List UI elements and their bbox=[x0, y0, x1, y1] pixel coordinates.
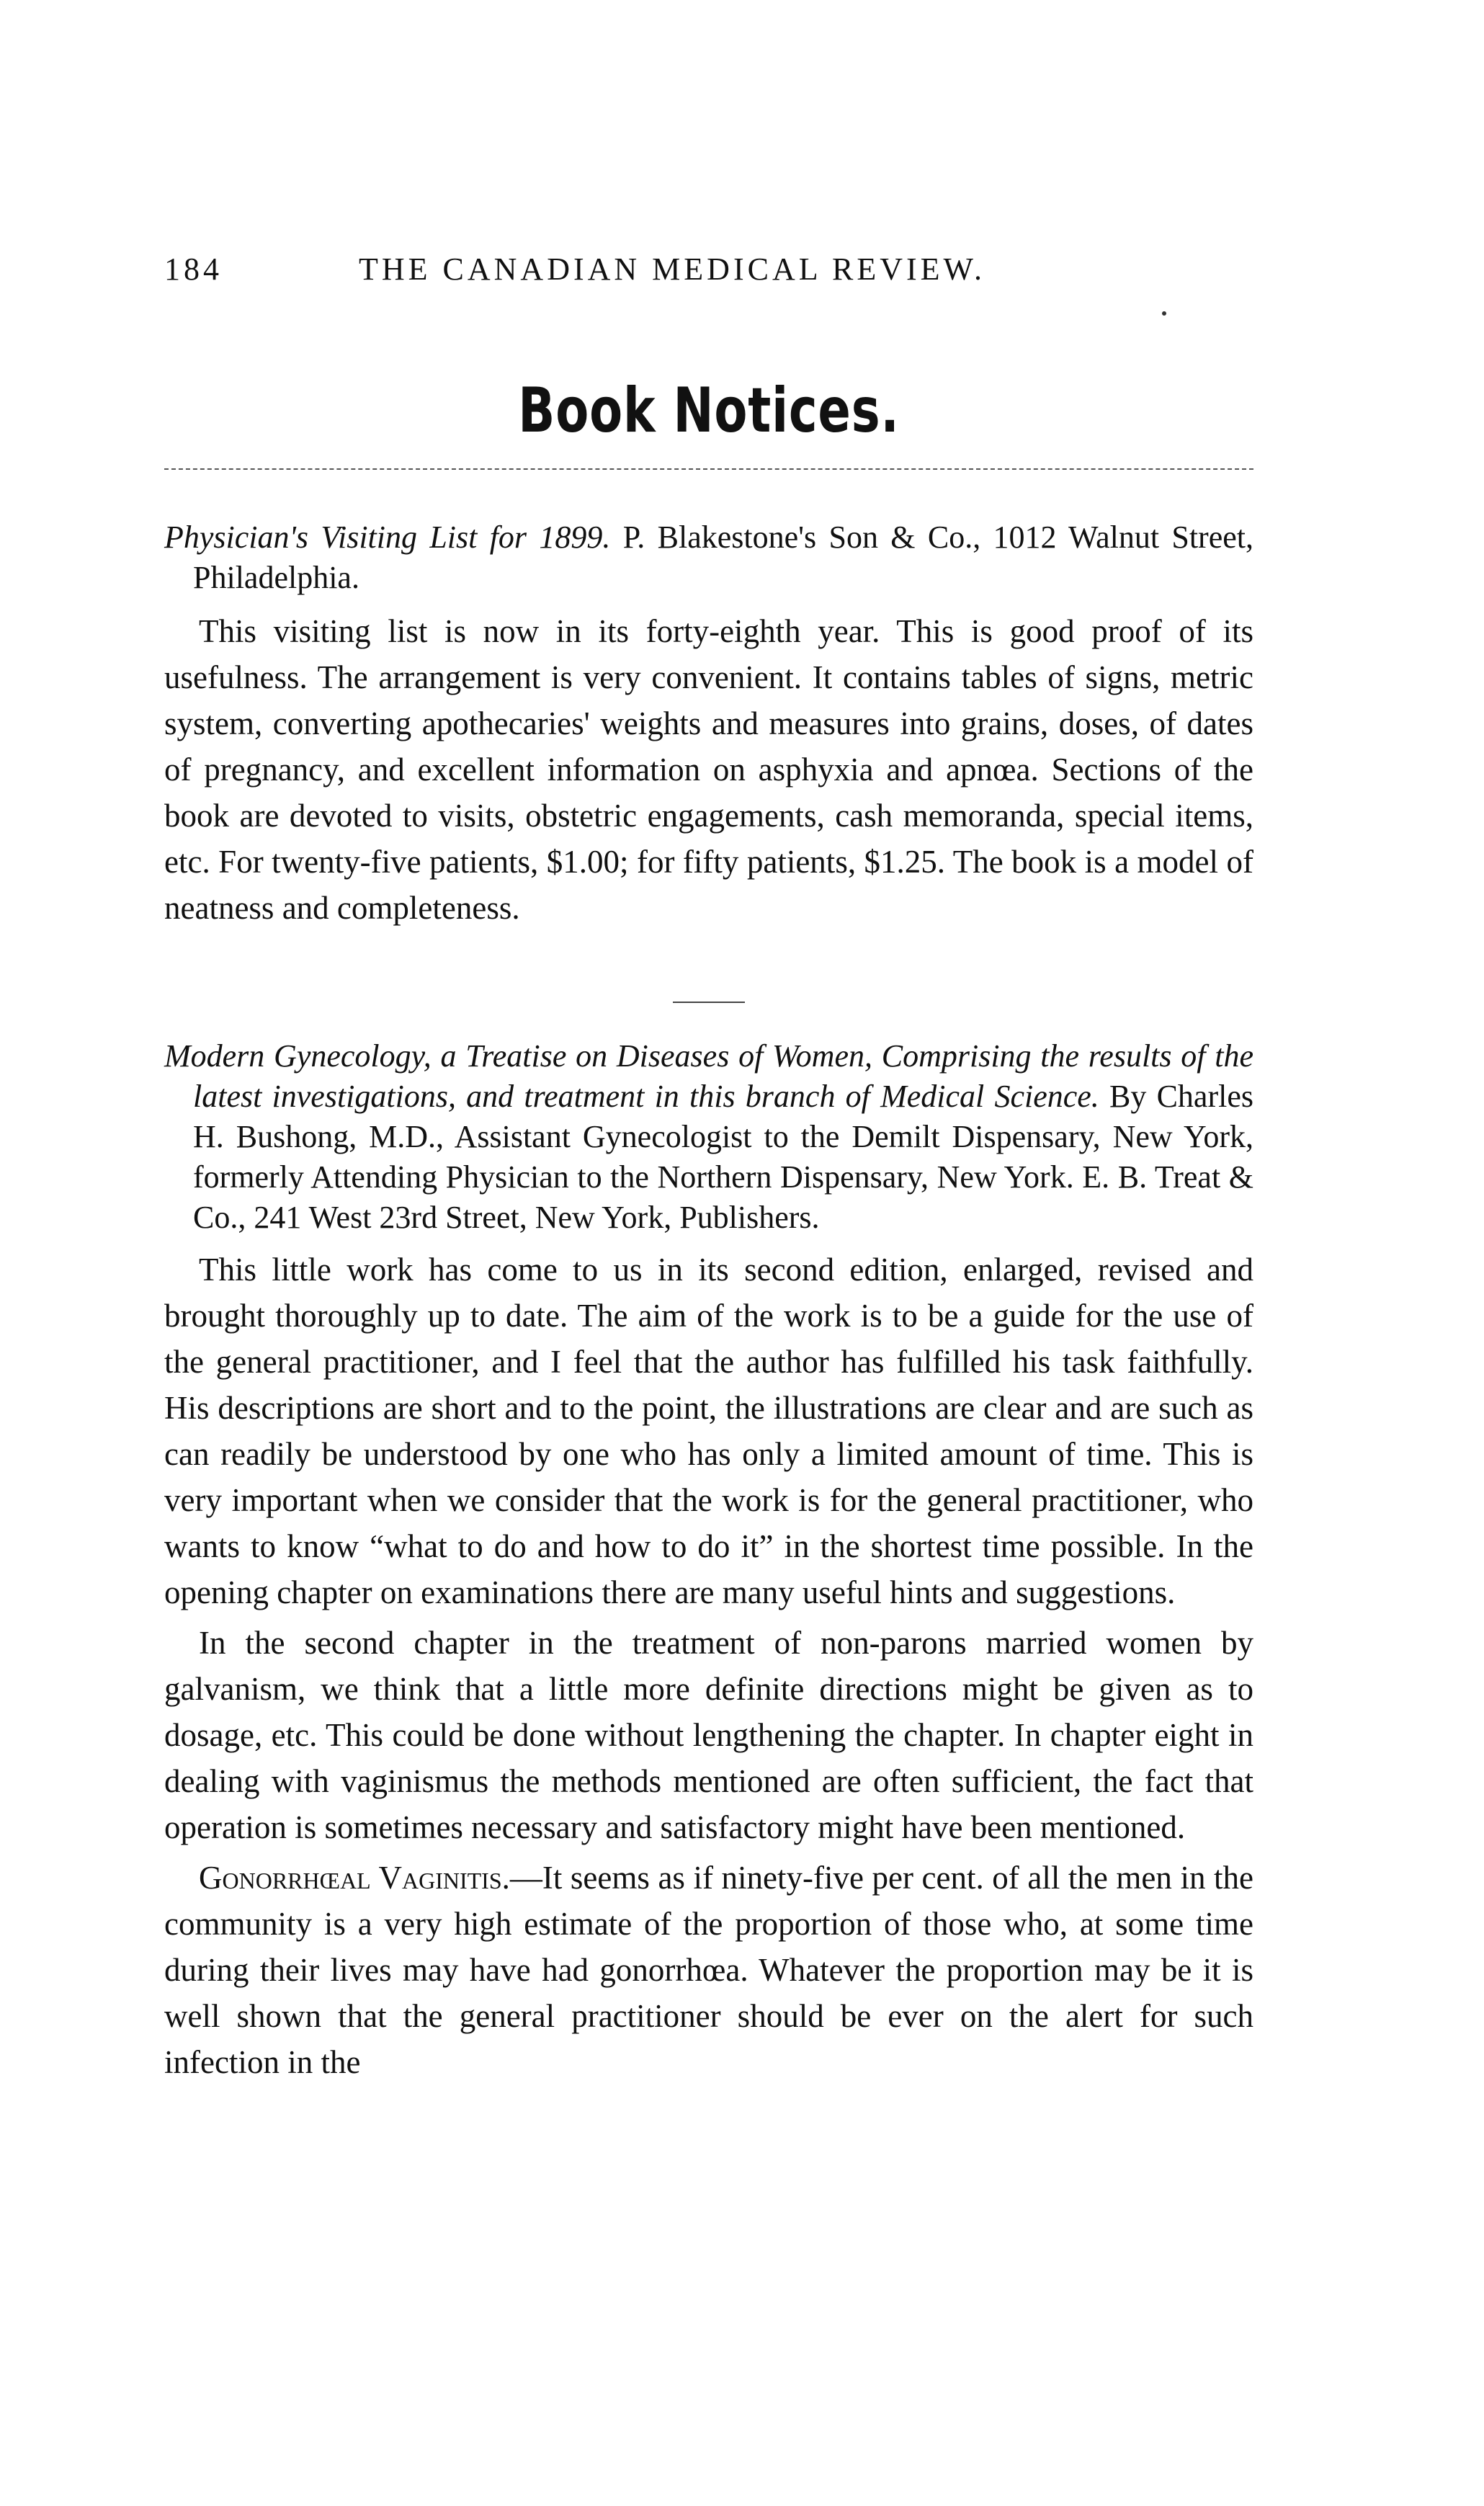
running-head bbox=[164, 251, 1253, 294]
section-divider bbox=[164, 468, 1253, 470]
book-notice-2 bbox=[164, 1036, 1253, 2085]
journal-title: THE CANADIAN MEDICAL REVIEW. bbox=[359, 251, 985, 287]
print-speck bbox=[1162, 311, 1166, 316]
entry-2-title: Modern Gynecology, a Treatise on Diseases of Women, Comprising the results of the latest investigations, and treatment in this branch of Medical Science. bbox=[164, 1038, 1253, 1114]
entry-1-heading bbox=[164, 517, 1253, 598]
entry-2-heading bbox=[164, 1036, 1253, 1238]
paragraph-3-text: —It seems as if ninety-five per cent. of all the men in the community is a very high estimate of the proportion of those who, at some time during their lives may have had gonorrhœa. Whatever the proportion may be it is well shown that the general practitioner should be ever on the alert for such infection in the bbox=[164, 1860, 1253, 2080]
entry-2-paragraph-1: This little work has come to us in its second edition, enlarged, revised and brought thoroughly up to date. The aim of the work is to be a guide for the use of the general practitioner, and I feel that the author has fulfilled his task faithfully. His descriptions are short and to the point, the illustrations are clear and are such as can readily be understood by one who has only a limited amount of time. This is very important when we consider that the work is for the general practitioner, who wants to know “what to do and how to do it” in the shortest time possible. In the opening chapter on examinations there are many useful hints and suggestions. bbox=[164, 1252, 1253, 1610]
entry-2-paragraph-2: In the second chapter in the treatment of non-parons married women by galvanism, we think that a little more definite directions might be given as to dosage, etc. This could be done without lengthening the chapter. In chapter eight in dealing with vaginismus the methods mentioned are often sufficient, the fact that operation is sometimes necessary and satisfactory might have been mentioned. bbox=[164, 1625, 1253, 1845]
section-title: Book Notices. bbox=[518, 375, 900, 447]
paragraph-3-lead: Gonorrhœal Vaginitis. bbox=[199, 1860, 510, 1896]
entry-1-body: This visiting list is now in its forty-eighth year. This is good proof of its usefulness. The arrangement is very convenient. It contains tables of signs, metric system, converting apothecaries' weights and measures into grains, doses, of dates of pregnancy, and excellent information on asphyxia and apnœa. Sections of the book are devoted to visits, obstetric engagements, cash memoranda, special items, etc. For twenty-five patients, $1.00; for fifty patients, $1.25. The book is a model of neatness and completeness. bbox=[164, 613, 1253, 926]
book-notice-1 bbox=[164, 517, 1253, 931]
page-number: 184 bbox=[164, 251, 223, 287]
entry-2-paragraph-3 bbox=[164, 1855, 1253, 2085]
entry-1-title: Physician's Visiting List for 1899. bbox=[164, 520, 611, 555]
entry-2-author: By Charles H. Bushong, M.D., Assistant Gynecologist to the Demilt Dispensary, New York, formerly Attending Physician to the Northern Dispensary, New York. E. B. Treat & Co., 241 West 23rd Street, New York, Publishers. bbox=[193, 1079, 1253, 1235]
entry-divider bbox=[673, 1002, 745, 1003]
entry-1-publisher: P. Blakestone's Son & Co., 1012 Walnut Street, Philadelphia. bbox=[193, 520, 1253, 595]
